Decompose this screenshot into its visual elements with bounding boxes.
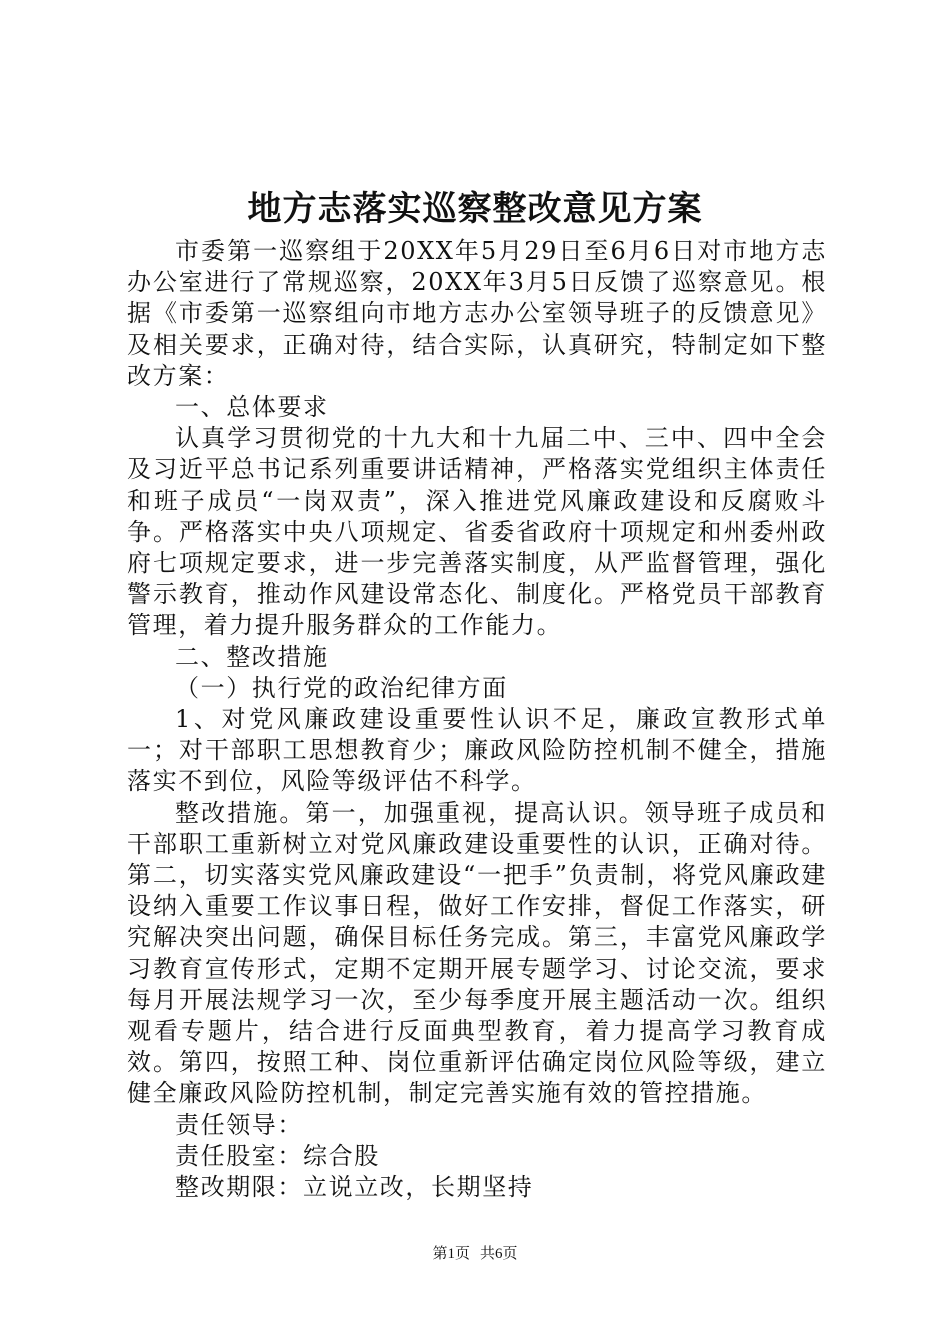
responsible-leader-line: 责任领导： [175,1110,303,1139]
document-title: 地方志落实巡察整改意见方案 [247,189,703,229]
responsible-department-line: 责任股室：综合股 [175,1141,380,1170]
page-footer [0,1244,950,1264]
page-total: 共6页 [480,1246,518,1262]
page-number: 第1页 [432,1246,470,1262]
section-heading-measures: 二、整改措施 [175,642,329,671]
paragraph-rectification-measures: 整改措施。第一，加强重视，提高认识。领导班子成员和干部职工重新树立对党风廉政建设重要性的认识，正确对待。第二，切实落实党风廉政建设“一把手”负责制，将党风廉政建设纳入重要工作议事日程，做好工作安排，督促工作落实，研究解决突出问题，确保目标任务完成。第三，丰富党风廉政学习教育宣传形式，定期不定期开展专题学习、讨论交流，要求每月开展法规学习一次，至少每季度开展主题活动一次。组织观看专题片，结合进行反面典型教育，着力提高学习教育成效。第四，按照工种、岗位重新评估确定岗位风险等级，建立健全廉政风险防控机制，制定完善实施有效的管控措施。 [127,798,827,1108]
section-heading-general-requirements: 一、总体要求 [175,393,329,422]
paragraph-intro: 市委第一巡察组于20XX年5月29日至6月6日对市地方志办公室进行了常规巡察，20XX年3月5日反馈了巡察意见。根据《市委第一巡察组向市地方志办公室领导班子的反馈意见》及相关要求，正确对待，结合实际，认真研究，特制定如下整改方案： [127,237,827,390]
paragraph-issue-1: 1、对党风廉政建设重要性认识不足，廉政宣教形式单一；对干部职工思想教育少；廉政风险防控机制不健全，措施落实不到位，风险等级评估不科学。 [127,705,827,796]
paragraph-general-requirements: 认真学习贯彻党的十九大和十九届二中、三中、四中全会及习近平总书记系列重要讲话精神，严格落实党组织主体责任和班子成员“一岗双责”，深入推进党风廉政建设和反腐败斗争。严格落实中央八项规定、省委省政府十项规定和州委州政府七项规定要求，进一步完善落实制度，从严监督管理，强化警示教育，推动作风建设常态化、制度化。严格党员干部教育管理，着力提升服务群众的工作能力。 [127,424,827,640]
subsection-heading-political-discipline: （一）执行党的政治纪律方面 [175,673,508,702]
deadline-line: 整改期限：立说立改，长期坚持 [175,1173,534,1202]
document-body [127,236,827,1203]
